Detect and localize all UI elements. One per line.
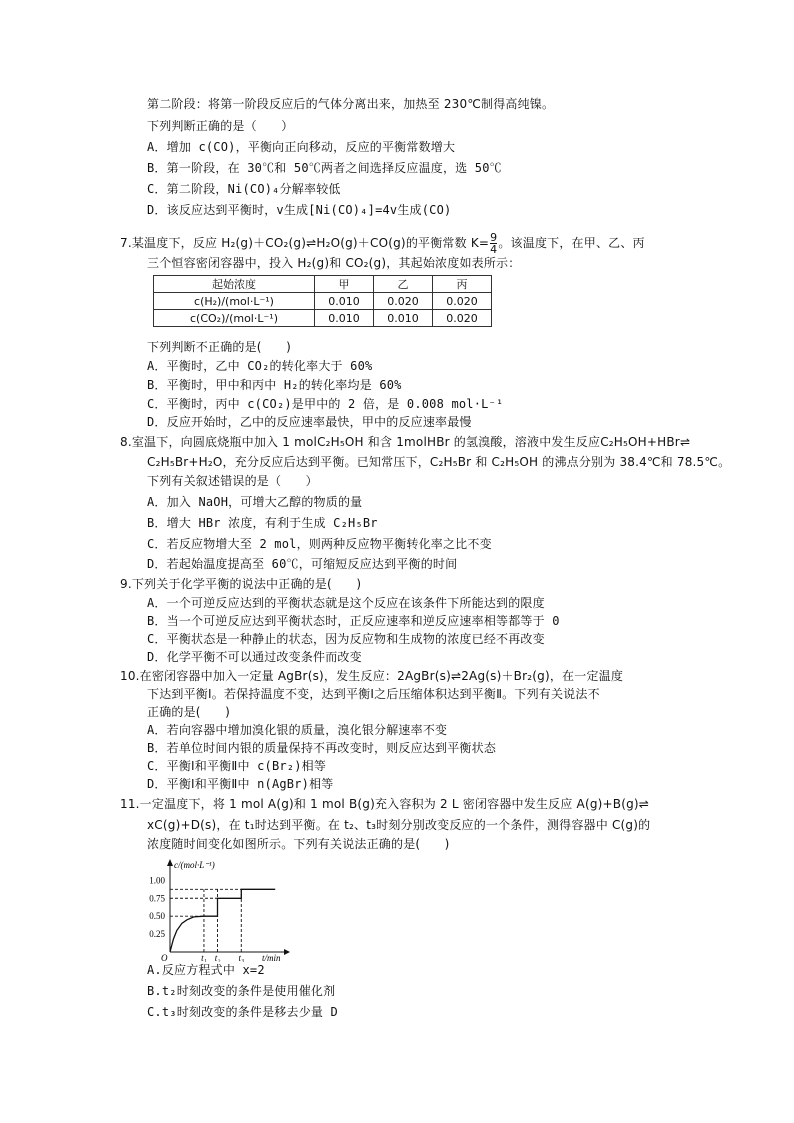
q9-line1: 9.下列关于化学平衡的说法中正确的是( ) [120,577,362,591]
concentration-table [153,275,492,327]
q7-line2: 三个恒容密闭容器中，投入 H₂(g)和 CO₂(g)，其起始浓度如表所示： [147,256,521,270]
q7-option-d: D．反应开始时，乙中的反应速率最快，甲中的反应速率最慢 [147,415,472,429]
table-cell: 0.020 [433,310,492,327]
q10-option-d: D．平衡Ⅰ和平衡Ⅱ中 n(AgBr)相等 [147,777,334,791]
x-tick-label: t₃ [238,953,245,962]
q9-option-b: B．当一个可逆反应达到平衡状态时，正反应速率和逆反应速率相等都等于 0 [147,614,560,628]
origin-label: O [161,953,168,962]
q7-heading [120,232,645,255]
x-axis-arrow [284,949,290,955]
y-tick-label: 0.25 [149,929,165,940]
q7-prompt: 下列判断不正确的是( ) [147,340,291,354]
q9-option-c: C．平衡状态是一种静止的状态，因为反应物和生成物的浓度已经不再改变 [147,632,545,646]
q10-option-c: C．平衡Ⅰ和平衡Ⅱ中 c(Br₂)相等 [147,759,327,773]
y-tick-label: 0.50 [149,911,165,922]
table-cell: 0.010 [374,310,433,327]
q10-line3: 正确的是( ) [147,705,230,719]
table-header: 甲 [315,276,374,293]
q10-line2: 下达到平衡Ⅰ。若保持温度不变，达到平衡Ⅰ之后压缩体积达到平衡Ⅱ。下列有关说法不 [147,687,600,701]
q7-heading-after: 。该温度下，在甲、乙、丙 [498,236,645,250]
k-fraction [490,232,497,255]
table-header: 起始浓度 [154,276,315,293]
stage2-text: 第二阶段：将第一阶段反应后的气体分离出来，加热至 230℃制得高纯镍。 [147,97,555,111]
q10-option-a: A．若向容器中增加溴化银的质量，溴化银分解速率不变 [147,723,448,737]
q6-option-a: A．增加 c(CO)，平衡向正向移动，反应的平衡常数增大 [147,140,456,154]
table-cell: c(H₂)/(mol·L⁻¹) [154,293,315,310]
q7-option-c: C．平衡时，丙中 c(CO₂)是甲中的 2 倍，是 0.008 mol·L⁻¹ [147,397,504,411]
table-header: 乙 [374,276,433,293]
table-cell: 0.010 [315,310,374,327]
q11-option-b: B.t₂时刻改变的条件是使用催化剂 [147,984,336,998]
x-tick-label: t₁ [201,953,207,962]
q9-option-d: D．化学平衡不可以通过改变条件而改变 [147,650,362,664]
table-row [154,293,492,310]
q11-option-c: C.t₃时刻改变的条件是移去少量 D [147,1005,338,1019]
x-axis-label: t/min [262,953,281,962]
q10-line1: 10.在密闭容器中加入一定量 AgBr(s)，发生反应：2AgBr(s)⇌2Ag(s)＋Br₂(g)，在一定温度 [120,669,624,683]
concentration-time-chart [140,858,290,962]
q6-option-b: B．第一阶段，在 30℃和 50℃两者之间选择反应温度，选 50℃ [147,161,502,175]
table-cell: c(CO₂)/(mol·L⁻¹) [154,310,315,327]
q7-option-a: A．平衡时，乙中 CO₂的转化率大于 60% [147,359,373,373]
q8-option-c: C．若反应物增大至 2 mol，则两种反应物平衡转化率之比不变 [147,537,492,551]
q7-heading-before: 7.某温度下，反应 H₂(g)＋CO₂(g)⇌H₂O(g)＋CO(g)的平衡常数 K= [120,236,490,250]
series-line-c [170,889,275,952]
y-axis-arrow [167,859,173,866]
q8-option-b: B．增大 HBr 浓度，有利于生成 C₂H₅Br [147,516,378,530]
q6-option-d: D．该反应达到平衡时，v生成[Ni(CO)₄]=4v生成(CO) [147,203,452,217]
k-numerator: 9 [490,231,498,244]
q11-option-a: A.反应方程式中 x=2 [147,963,265,977]
q8-line2: C₂H₅Br+H₂O，充分反应后达到平衡。已知常压下，C₂H₅Br 和 C₂H₅OH 的沸点分别为 38.4℃和 78.5℃。 [147,455,731,469]
table-cell: 0.010 [315,293,374,310]
k-denominator: 4 [490,243,498,256]
q11-line3: 浓度随时间变化如图所示。下列有关说法正确的是( ) [147,837,450,851]
table-cell: 0.020 [433,293,492,310]
y-tick-label: 1.00 [149,875,165,886]
table-header-row [154,276,492,293]
y-tick-label: 0.75 [149,893,165,904]
q6-prompt: 下列判断正确的是（ ） [147,119,294,133]
table-header: 丙 [433,276,492,293]
q8-option-a: A．加入 NaOH，可增大乙醇的物质的量 [147,495,363,509]
q6-option-c: C．第二阶段，Ni(CO)₄分解率较低 [147,182,341,196]
q8-prompt: 下列有关叙述错误的是（ ） [147,474,318,488]
x-tick-label: t₂ [214,953,221,962]
q7-option-b: B．平衡时，甲中和丙中 H₂的转化率均是 60% [147,378,402,392]
y-axis-label: c/(mol·L⁻¹) [174,860,215,870]
q8-line1: 8.室温下，向圆底烧瓶中加入 1 molC₂H₅OH 和含 1molHBr 的氢溴酸，溶液中发生反应C₂H₅OH+HBr⇌ [120,435,691,449]
q11-line2: xC(g)+D(s)，在 t₁时达到平衡。在 t₂、t₃时刻分别改变反应的一个条件，测得容器中 C(g)的 [147,818,651,832]
q10-option-b: B．若单位时间内银的质量保持不再改变时，则反应达到平衡状态 [147,741,497,755]
q9-option-a: A．一个可逆反应达到的平衡状态就是这个反应在该条件下所能达到的限度 [147,596,545,610]
q8-option-d: D．若起始温度提高至 60℃，可缩短反应达到平衡的时间 [147,557,458,571]
table-row [154,310,492,327]
q11-line1: 11.一定温度下，将 1 mol A(g)和 1 mol B(g)充入容积为 2 L 密闭容器中发生反应 A(g)+B(g)⇌ [120,797,650,811]
table-cell: 0.020 [374,293,433,310]
